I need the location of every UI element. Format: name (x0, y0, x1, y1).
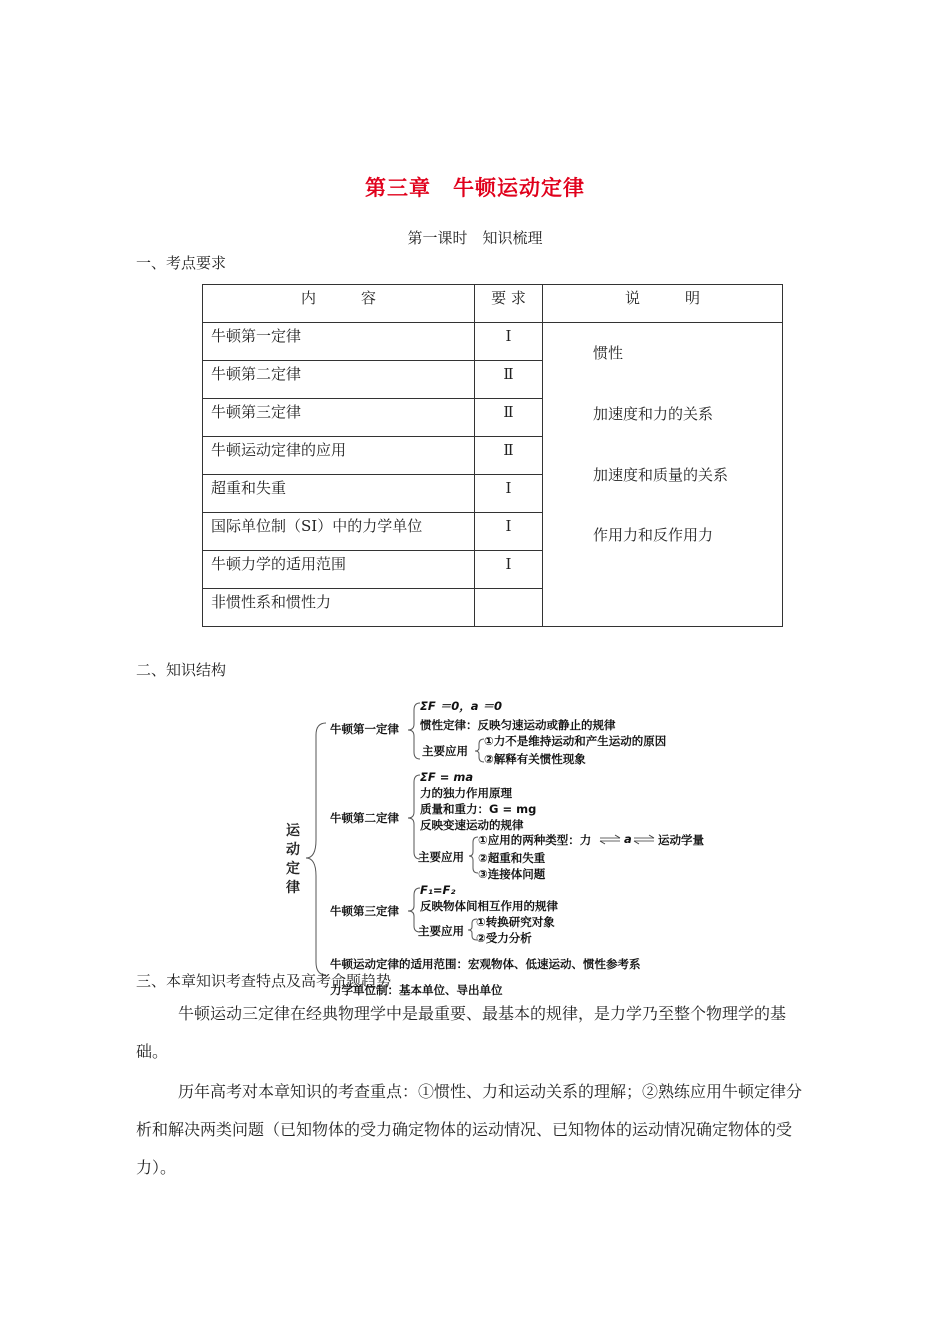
double-arrow-icon (600, 835, 620, 844)
section-heading-requirements: 一、考点要求 (136, 254, 227, 272)
row-level: Ⅰ (475, 551, 543, 589)
paragraph-exam-focus: 历年高考对本章知识的考查重点：①惯性、力和运动关系的理解；②熟练应用牛顿定律分析和解决两类问题（已知物体的受力确定物体的运动情况、已知物体的运动情况确定物体的受力）。 (136, 1082, 803, 1177)
note-item: 作用力和反作用力 (593, 526, 714, 544)
chapter-title: 第三章 牛顿运动定律 (365, 176, 585, 200)
header-requirement: 要 求 (475, 285, 543, 323)
row-level: Ⅱ (475, 399, 543, 437)
second-law-formula: ΣF = ma (420, 770, 474, 784)
first-law-condition: ΣF ＝0，a ＝0 (420, 699, 502, 713)
row-content: 牛顿第二定律 (203, 361, 475, 399)
first-law-brace (408, 703, 420, 759)
row-content: 非惯性系和惯性力 (203, 589, 475, 627)
row-content: 国际单位制（SI）中的力学单位 (203, 513, 475, 551)
first-law-label: 牛顿第一定律 (330, 722, 399, 736)
first-law-app-brace (475, 739, 484, 762)
diagram-root-label: 运动定律 (286, 823, 300, 896)
first-law-inertia: 惯性定律：反映匀速运动或静止的规律 (420, 718, 616, 732)
row-content: 超重和失重 (203, 475, 475, 513)
note-item: 惯性 (593, 344, 624, 362)
row-level: Ⅱ (475, 361, 543, 399)
second-law-app-label: 主要应用 (418, 850, 464, 864)
second-law-app-item: ②超重和失重 (478, 851, 546, 865)
first-law-app-item: ①力不是维持运动和产生运动的原因 (484, 734, 667, 748)
header-content: 内 容 (203, 285, 475, 323)
third-law-formula: F₁=F₂ (420, 883, 456, 897)
row-content: 牛顿第一定律 (203, 323, 475, 361)
second-law-app-a: a (624, 832, 632, 846)
scope-of-newtonian-mechanics: 牛顿运动定律的适用范围：宏观物体、低速运动、惯性参考系 (330, 957, 641, 971)
section-heading-structure: 二、知识结构 (136, 661, 227, 679)
row-content: 牛顿运动定律的应用 (203, 437, 475, 475)
second-law-brace (408, 775, 420, 859)
note-item: 加速度和力的关系 (593, 405, 714, 423)
third-law-app-item: ①转换研究对象 (476, 915, 555, 929)
row-content: 牛顿力学的适用范围 (203, 551, 475, 589)
second-law-label: 牛顿第二定律 (330, 811, 399, 825)
second-law-variable: 反映变速运动的规律 (420, 818, 524, 832)
third-law-app-item: ②受力分析 (476, 931, 532, 945)
third-law-label: 牛顿第三定律 (330, 904, 399, 918)
first-law-app-label: 主要应用 (422, 744, 468, 758)
first-law-app-item: ②解释有关惯性现象 (484, 752, 586, 766)
paragraph-intro: 牛顿运动三定律在经典物理学中是最重要、最基本的规律，是力学乃至整个物理学的基础。 (136, 1004, 787, 1061)
third-law-desc: 反映物体间相互作用的规律 (420, 899, 558, 913)
header-note: 说 明 (543, 285, 783, 323)
section-heading-trends: 三、本章知识考查特点及高考命题趋势 (136, 972, 392, 990)
second-law-app-item: ①应用的两种类型：力 (478, 833, 592, 847)
double-arrow-icon (634, 835, 654, 844)
row-level: Ⅰ (475, 323, 543, 361)
lesson-title: 第一课时 知识梳理 (407, 229, 543, 247)
second-law-independence: 力的独力作用原理 (420, 786, 512, 800)
row-level: Ⅰ (475, 513, 543, 551)
main-brace (306, 723, 326, 975)
unit-system: 力学单位制：基本单位、导出单位 (330, 983, 503, 997)
second-law-mass-weight: 质量和重力：G = mg (420, 802, 537, 816)
second-law-app-item: ③连接体问题 (478, 867, 546, 881)
row-content: 牛顿第三定律 (203, 399, 475, 437)
note-item: 加速度和质量的关系 (593, 466, 729, 484)
row-level: Ⅰ (475, 475, 543, 513)
row-level: Ⅱ (475, 437, 543, 475)
third-law-app-label: 主要应用 (418, 924, 464, 938)
second-law-app-kinematics: 运动学量 (658, 833, 704, 847)
second-law-app-brace (469, 837, 478, 873)
